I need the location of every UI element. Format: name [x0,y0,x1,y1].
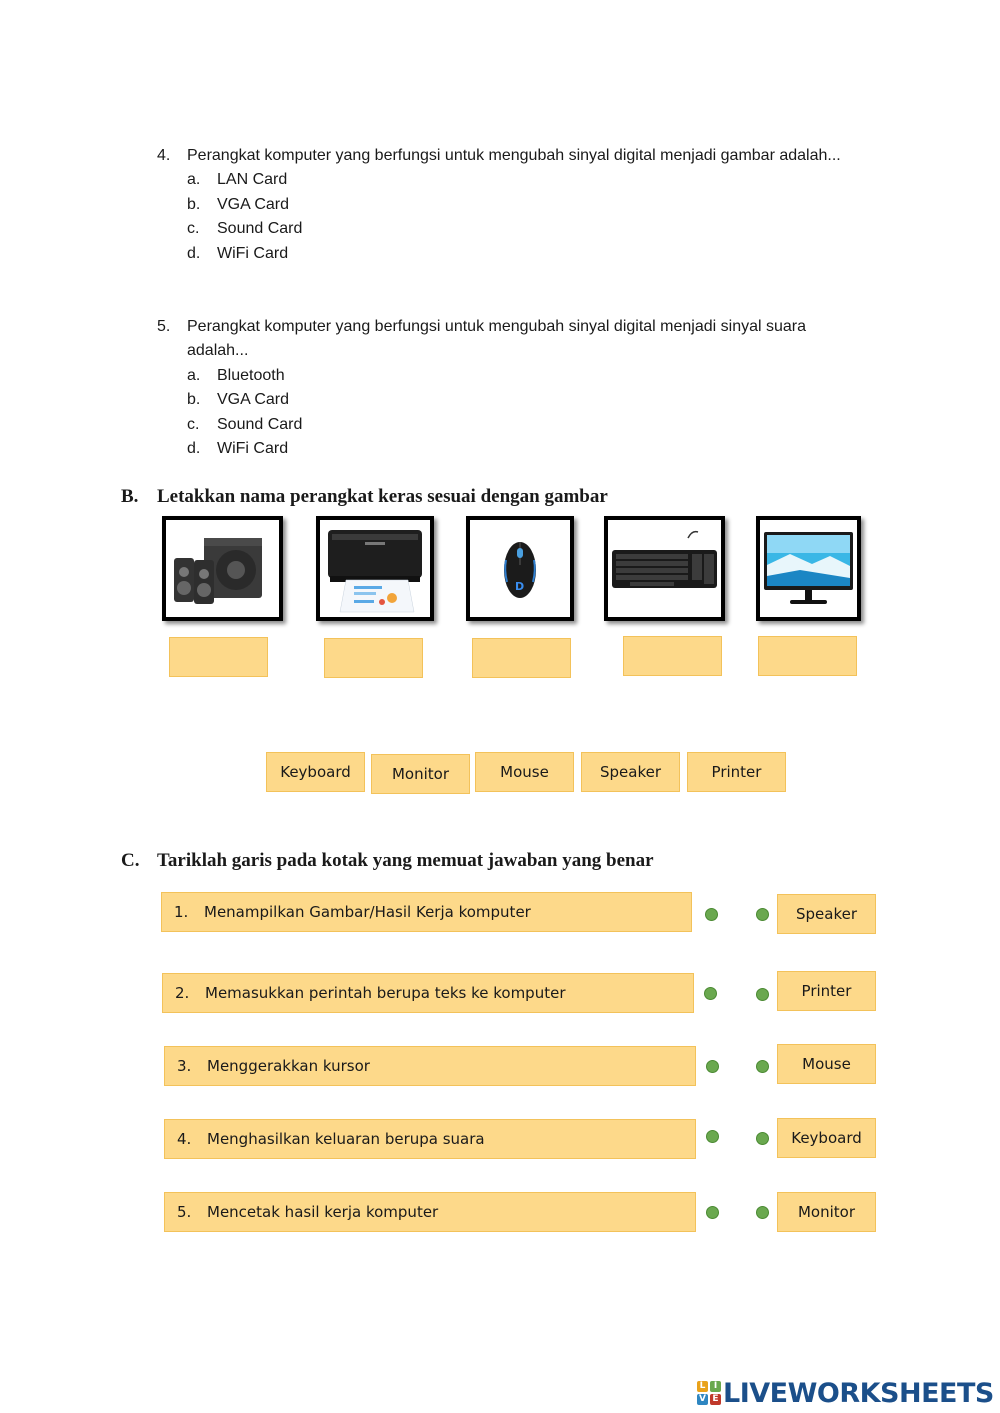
monitor-image [756,516,861,621]
match-left-item [164,1192,696,1232]
section-title-text: Tariklah garis pada kotak yang memuat jawaban yang benar [157,850,654,871]
option-a [187,168,847,192]
option-letter: c. [187,415,200,433]
option-text: LAN Card [217,171,288,189]
printer-image [316,516,434,621]
word-chip-mouse[interactable]: Mouse [475,752,574,792]
option-a [187,364,847,388]
match-right-mouse: Mouse [777,1044,876,1084]
option-b [187,388,847,412]
logo-mark-letter: L [697,1381,708,1392]
speaker-image [162,516,283,621]
question-stem: Perangkat komputer yang berfungsi untuk mengubah sinyal digital menjadi gambar adalah... [187,147,841,164]
question-5 [157,315,847,461]
option-text: Sound Card [217,220,303,238]
svg-text:D: D [515,580,525,593]
item-number: 3. [177,1057,192,1075]
logo-mark-letter: I [710,1381,721,1392]
item-number: 2. [175,984,190,1002]
item-text: Menghasilkan keluaran berupa suara [207,1130,485,1148]
match-left-dot[interactable] [706,1130,719,1143]
option-text: Sound Card [217,415,303,433]
question-number: 5. [157,318,171,335]
item-text: Memasukkan perintah berupa teks ke komputer [205,984,566,1002]
match-right-monitor: Monitor [777,1192,876,1232]
option-b [187,193,847,217]
option-d [187,242,847,266]
match-right-dot[interactable] [756,908,769,921]
match-left-dot[interactable] [706,1206,719,1219]
mouse-image [466,516,574,621]
option-c [187,413,847,437]
option-c [187,217,847,241]
word-chip-monitor[interactable]: Monitor [371,754,470,794]
match-left-dot[interactable] [704,987,717,1000]
drop-zone-mouse[interactable] [472,638,571,678]
option-letter: b. [187,391,201,409]
logo-mark-letter: E [710,1394,721,1405]
item-number: 5. [177,1203,192,1221]
section-letter: B. [121,486,139,507]
match-right-dot[interactable] [756,1206,769,1219]
item-text: Menampilkan Gambar/Hasil Kerja komputer [204,903,531,921]
option-letter: a. [187,171,201,189]
question-number: 4. [157,147,171,164]
match-right-dot[interactable] [756,988,769,1001]
option-text: Bluetooth [217,366,285,384]
option-text: VGA Card [217,391,290,409]
section-title-text: Letakkan nama perangkat keras sesuai dengan gambar [157,486,608,507]
option-letter: b. [187,195,201,213]
option-letter: d. [187,439,201,457]
option-d [187,437,847,461]
item-number: 4. [177,1130,192,1148]
drop-zone-keyboard[interactable] [623,636,722,676]
question-4 [157,144,847,266]
option-letter: c. [187,220,200,238]
match-left-item [164,1119,696,1159]
item-text: Menggerakkan kursor [207,1057,370,1075]
keyboard-image [604,516,725,621]
option-text: VGA Card [217,195,290,213]
match-left-item [161,892,692,932]
match-left-dot[interactable] [705,908,718,921]
match-right-dot[interactable] [756,1060,769,1073]
question-stem: Perangkat komputer yang berfungsi untuk mengubah sinyal digital menjadi sinyal suara adalah... [187,318,807,360]
logo-mark-letter: V [697,1394,708,1405]
match-left-item [162,973,694,1013]
liveworksheets-logo [697,1378,994,1408]
option-text: WiFi Card [217,439,289,457]
match-left-item [164,1046,696,1086]
item-text: Mencetak hasil kerja komputer [207,1203,439,1221]
logo-text: LIVEWORKSHEETS [723,1377,994,1409]
match-right-printer: Printer [777,971,876,1011]
drop-zone-printer[interactable] [324,638,423,678]
match-right-speaker: Speaker [777,894,876,934]
option-text: WiFi Card [217,244,289,262]
match-right-dot[interactable] [756,1132,769,1145]
section-letter: C. [121,850,140,871]
word-chip-speaker[interactable]: Speaker [581,752,680,792]
logo-mark [697,1381,721,1405]
item-number: 1. [174,903,189,921]
match-right-keyboard: Keyboard [777,1118,876,1158]
word-chip-printer[interactable]: Printer [687,752,786,792]
drop-zone-speaker[interactable] [169,637,268,677]
option-letter: d. [187,244,201,262]
match-left-dot[interactable] [706,1060,719,1073]
option-letter: a. [187,366,201,384]
drop-zone-monitor[interactable] [758,636,857,676]
word-chip-keyboard[interactable]: Keyboard [266,752,365,792]
